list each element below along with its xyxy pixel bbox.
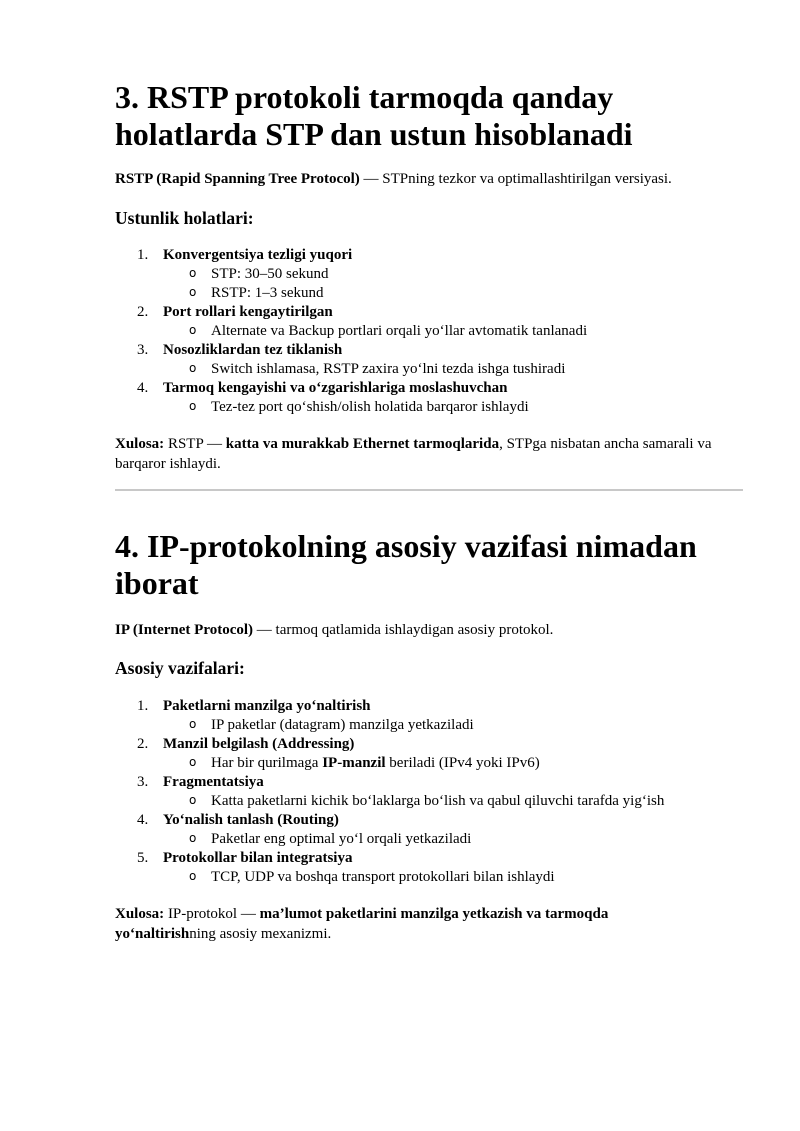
- section-4-title: 4. IP-protokolning asosiy vazifasi nimadan iborat: [115, 528, 697, 601]
- intro-term: IP (Internet Protocol): [115, 622, 254, 638]
- sub-item: [115, 322, 745, 341]
- conclusion-emphasis: ma’lumot paketlarini manzilga yetkazish va tarmoqda yo‘naltirish: [115, 906, 609, 942]
- section-3-subheading: Ustunlik holatlari:: [115, 208, 254, 228]
- bullet-icon: o: [189, 323, 197, 337]
- bullet-icon: o: [189, 793, 197, 807]
- conclusion-text: ning asosiy mexanizmi.: [189, 926, 332, 942]
- bullet-icon: o: [189, 831, 197, 845]
- item-label: Paketlarni manzilga yo‘naltirish: [163, 698, 371, 714]
- sub-item-emphasis: IP-manzil: [322, 755, 386, 771]
- sub-item: [115, 284, 745, 303]
- item-number: 4.: [137, 812, 149, 828]
- conclusion-emphasis: katta va murakkab Ethernet tarmoqlarida: [225, 436, 500, 452]
- item-number: 4.: [137, 380, 149, 396]
- list-item: [115, 246, 745, 265]
- item-label: Manzil belgilash (Addressing): [163, 736, 355, 752]
- sub-item-text: RSTP: 1–3 sekund: [211, 285, 324, 301]
- sub-item: [115, 398, 745, 417]
- sub-item: [115, 716, 745, 735]
- intro-text: — STPning tezkor va optimallashtirilgan versiyasi.: [359, 171, 672, 187]
- item-label: Nosozliklardan tez tiklanish: [163, 342, 343, 358]
- item-label: Yo‘nalish tanlash (Routing): [163, 812, 339, 828]
- item-number: 5.: [137, 850, 149, 866]
- bullet-icon: o: [189, 361, 197, 375]
- conclusion-label: Xulosa:: [115, 436, 165, 452]
- conclusion-label: Xulosa:: [115, 906, 165, 922]
- sub-item-text: TCP, UDP va boshqa transport protokollari bilan ishlaydi: [211, 869, 555, 885]
- bullet-icon: o: [189, 717, 197, 731]
- sub-item-text: beriladi (IPv4 yoki IPv6): [385, 755, 540, 771]
- sub-item: [115, 360, 745, 379]
- sub-item: [115, 265, 745, 284]
- item-number: 3.: [137, 774, 149, 790]
- conclusion-text: , STPga nisbatan ancha samarali va barqaror ishlaydi.: [115, 436, 712, 472]
- item-label: Protokollar bilan integratsiya: [163, 850, 353, 866]
- bullet-icon: o: [189, 266, 197, 280]
- intro-term: RSTP (Rapid Spanning Tree Protocol): [115, 171, 360, 187]
- conclusion-text: IP-protokol —: [164, 906, 260, 922]
- section-4-list: [115, 697, 745, 887]
- sub-item: [115, 830, 745, 849]
- sub-item-text: IP paketlar (datagram) manzilga yetkaziladi: [211, 717, 474, 733]
- sub-item-text: Tez-tez port qo‘shish/olish holatida barqaror ishlaydi: [211, 399, 529, 415]
- list-item: [115, 849, 745, 868]
- item-label: Fragmentatsiya: [163, 774, 264, 790]
- intro-text: — tarmoq qatlamida ishlaydigan asosiy protokol.: [253, 622, 554, 638]
- sub-item-text: Switch ishlamasa, RSTP zaxira yo‘lni tezda ishga tushiradi: [211, 361, 566, 377]
- item-label: Konvergentsiya tezligi yuqori: [163, 247, 353, 263]
- list-item: [115, 735, 745, 754]
- list-item: [115, 773, 745, 792]
- sub-item-text: STP: 30–50 sekund: [211, 266, 329, 282]
- item-label: Port rollari kengaytirilgan: [163, 304, 333, 320]
- section-3-title: 3. RSTP protokoli tarmoqda qanday holatlarda STP dan ustun hisoblanadi: [115, 79, 633, 152]
- bullet-icon: o: [189, 285, 197, 299]
- item-number: 2.: [137, 736, 149, 752]
- conclusion-text: RSTP —: [164, 436, 226, 452]
- sub-item-text: Har bir qurilmaga: [211, 755, 323, 771]
- sub-item: [115, 754, 745, 773]
- item-number: 1.: [137, 698, 149, 714]
- bullet-icon: o: [189, 755, 197, 769]
- sub-item: [115, 792, 745, 811]
- list-item: [115, 341, 745, 360]
- sub-item-text: Katta paketlarni kichik bo‘laklarga bo‘lish va qabul qiluvchi tarafda yig‘ish: [211, 793, 665, 809]
- section-4-subheading: Asosiy vazifalari:: [115, 658, 245, 678]
- bullet-icon: o: [189, 869, 197, 883]
- item-number: 2.: [137, 304, 149, 320]
- list-item: [115, 697, 745, 716]
- section-4-conclusion: [115, 904, 675, 944]
- section-3-list: [115, 246, 745, 417]
- list-item: [115, 379, 745, 398]
- item-number: 3.: [137, 342, 149, 358]
- sub-item-text: Paketlar eng optimal yo‘l orqali yetkaziladi: [211, 831, 472, 847]
- list-item: [115, 303, 745, 322]
- section-3-conclusion: [115, 434, 745, 474]
- section-3-intro: [115, 169, 672, 189]
- bullet-icon: o: [189, 399, 197, 413]
- section-divider: [115, 489, 743, 491]
- sub-item: [115, 868, 745, 887]
- section-4-intro: [115, 620, 553, 640]
- item-number: 1.: [137, 247, 149, 263]
- sub-item-text: Alternate va Backup portlari orqali yo‘llar avtomatik tanlanadi: [211, 323, 588, 339]
- list-item: [115, 811, 745, 830]
- item-label: Tarmoq kengayishi va o‘zgarishlariga moslashuvchan: [163, 380, 508, 396]
